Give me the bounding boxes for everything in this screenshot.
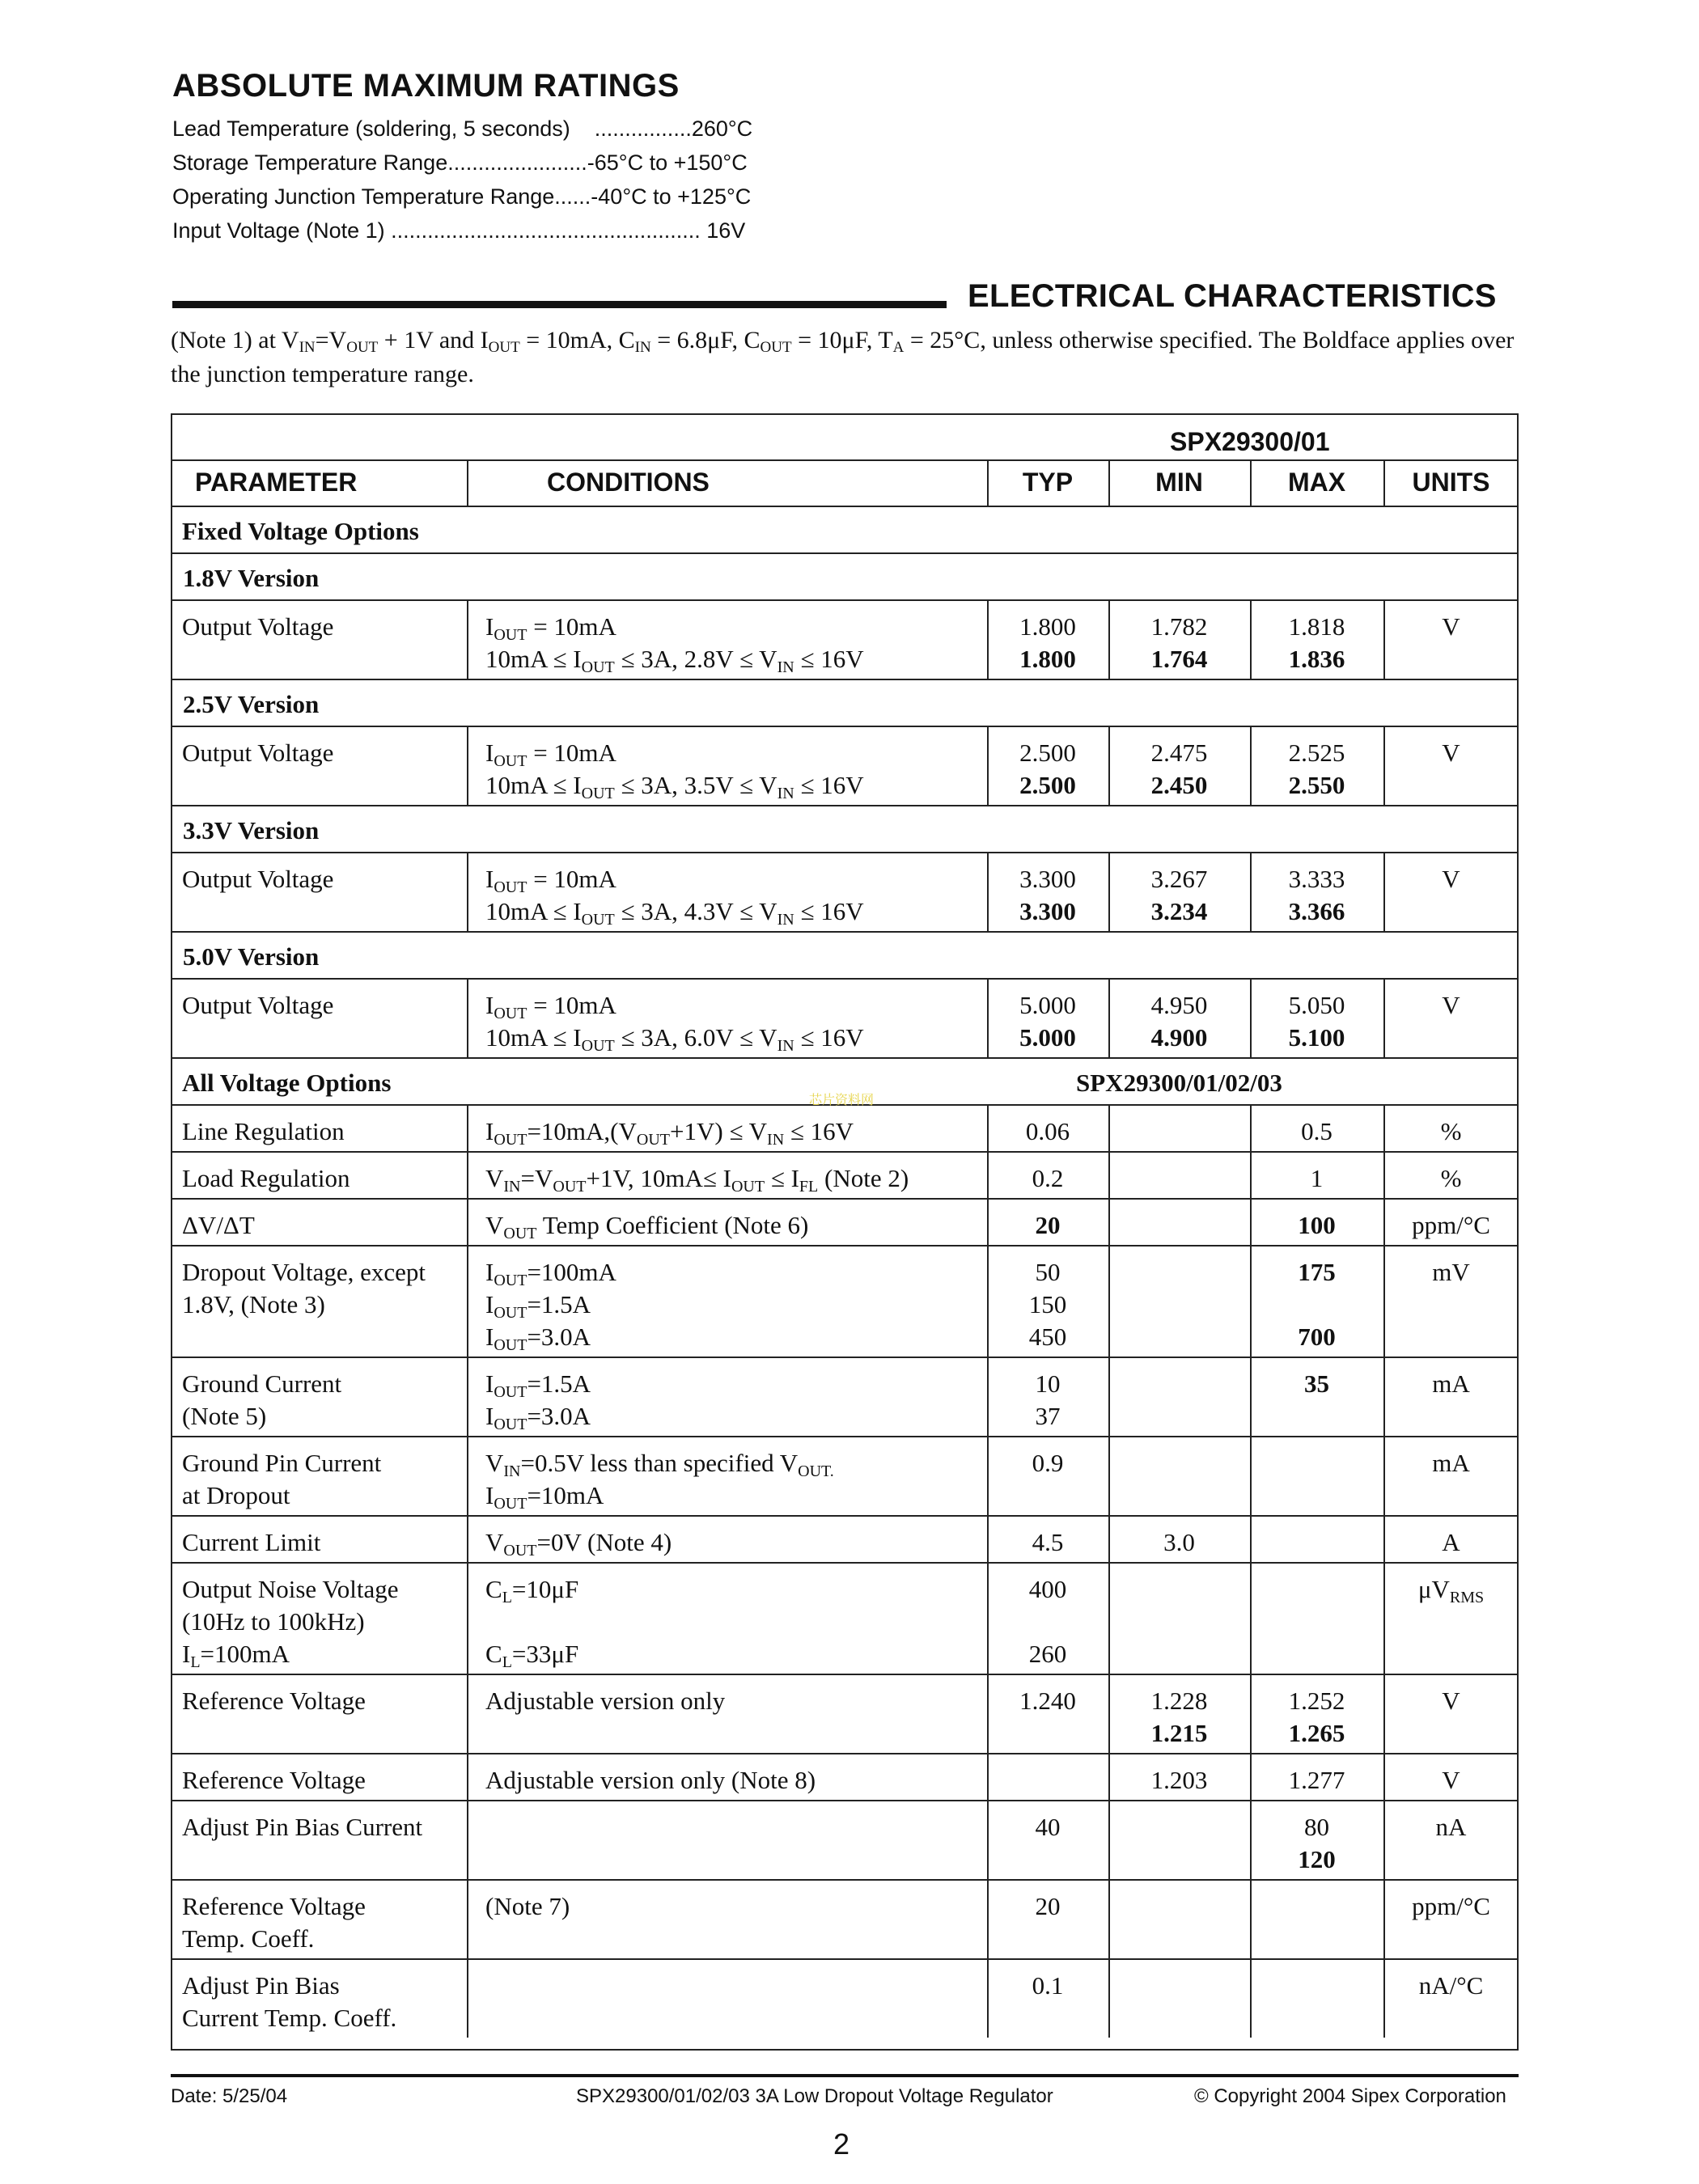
unit-value: mA [1432, 1449, 1470, 1477]
table-rule-h [171, 1057, 1519, 1059]
max-value: 700 [1298, 1323, 1336, 1351]
min-value: 2.475 [1150, 739, 1208, 767]
condition-cell: $10mA \le I_{OUT} \le 3A$, $2.8V \le V_{IN} \le 16V$ [485, 645, 864, 676]
table-rule-v [467, 1357, 468, 1436]
typ-value: 10 [1035, 1369, 1061, 1398]
table-rule-v [1250, 1562, 1252, 1674]
table-rule-v [1108, 1800, 1110, 1879]
typ-value: 260 [1028, 1640, 1067, 1668]
typ-value: 50 [1035, 1258, 1061, 1286]
table-rule-h [171, 1357, 1519, 1358]
parameter-cell: Current Temp. Coeff. [182, 2004, 397, 2032]
max-value: 2.550 [1288, 771, 1345, 799]
version-label: 2.5V Version [183, 690, 320, 718]
condition-cell: $I_{OUT}=10mA$ [485, 1481, 604, 1513]
max-value: 1.818 [1288, 612, 1345, 641]
unit-value: V [1442, 1766, 1460, 1794]
abs-max-line: Input Voltage (Note 1) ................................................... 16V [172, 218, 746, 243]
condition-cell: $I_{OUT}=1.5A$ [485, 1369, 591, 1401]
parameter-cell: Load Regulation [182, 1164, 350, 1192]
typ-value: 3.300 [1019, 865, 1076, 893]
table-rule-v [467, 459, 468, 506]
table-rule-v [467, 852, 468, 931]
typ-value: 150 [1028, 1290, 1067, 1318]
unit-value: V [1442, 1687, 1460, 1715]
table-rule-v [467, 1151, 468, 1198]
condition-cell: $10mA \le I_{OUT} \le 3A$, $4.3V \le V_{IN} \le 16V$ [485, 897, 864, 929]
table-rule-v [467, 1958, 468, 2038]
table-rule-v [467, 1800, 468, 1879]
parameter-cell: Reference Voltage [182, 1766, 366, 1794]
table-rule-v [1108, 1562, 1110, 1674]
table-rule-h [171, 1674, 1519, 1675]
max-value: 5.100 [1288, 1023, 1345, 1052]
column-header-typ: TYP [1022, 468, 1074, 497]
footer-rule [171, 2074, 1519, 2077]
typ-value: 20 [1035, 1211, 1061, 1239]
parameter-cell: (Note 5) [182, 1402, 267, 1430]
typ-value: 0.2 [1032, 1164, 1064, 1192]
parameter-cell: Output Voltage [182, 612, 334, 641]
parameter-cell: 1.8V, (Note 3) [182, 1290, 325, 1318]
min-value: 4.950 [1150, 991, 1208, 1019]
table-rule-h [171, 931, 1519, 933]
typ-value: 20 [1035, 1892, 1061, 1920]
max-value: 1.277 [1288, 1766, 1345, 1794]
table-rule-h [171, 1958, 1519, 1960]
table-rule-v [467, 1879, 468, 1958]
min-value: 4.900 [1150, 1023, 1208, 1052]
parameter-cell: Output Voltage [182, 991, 334, 1019]
typ-value: 0.1 [1032, 1971, 1064, 2000]
typ-value: 1.240 [1019, 1687, 1076, 1715]
parameter-cell: Current Limit [182, 1528, 321, 1556]
unit-value: % [1440, 1117, 1462, 1145]
parameter-cell: Adjust Pin Bias [182, 1971, 340, 2000]
unit-value: V [1442, 612, 1460, 641]
column-header-parameter: PARAMETER [195, 468, 358, 497]
parameter-cell: Ground Current [182, 1369, 342, 1398]
table-rule-v [467, 1562, 468, 1674]
table-rule-v [467, 1436, 468, 1515]
version-label: 3.3V Version [183, 816, 320, 844]
min-value: 1.782 [1150, 612, 1208, 641]
watermark: 芯片资料网 [809, 1092, 875, 1107]
version-label: 1.8V Version [183, 564, 320, 592]
table-rule-h [171, 1151, 1519, 1153]
condition-cell: $C_L=10\mu F$ [485, 1575, 579, 1606]
condition-cell: $I_{OUT}=3.0A$ [485, 1323, 591, 1354]
table-rule-v [1108, 1151, 1110, 1198]
footer-date: Date: 5/25/04 [171, 2085, 288, 2107]
min-value: 1.215 [1150, 1719, 1208, 1747]
condition-cell: $I_{OUT}=1.5A$ [485, 1290, 591, 1322]
condition-cell: $I_{OUT} = 10mA$ [485, 865, 616, 896]
condition-cell: $I_{OUT}=3.0A$ [485, 1402, 591, 1433]
table-rule-h [171, 1436, 1519, 1437]
table-rule-h [171, 1245, 1519, 1246]
section-all-voltage: All Voltage Options [182, 1069, 392, 1097]
unit-value: mV [1432, 1258, 1470, 1286]
condition-cell: $I_{OUT}=100mA$ [485, 1258, 616, 1289]
table-rule-v [1108, 1198, 1110, 1245]
parameter-cell: $I_L=100mA$ [182, 1640, 290, 1671]
unit-value: nA/°C [1418, 1971, 1484, 2000]
condition-cell: $I_{OUT} = 10mA$ [485, 739, 616, 770]
parameter-cell: (10Hz to 100kHz) [182, 1607, 365, 1636]
table-rule-h [171, 805, 1519, 806]
footer-copyright: © Copyright 2004 Sipex Corporation [1194, 2085, 1506, 2107]
parameter-cell: Reference Voltage [182, 1892, 366, 1920]
table-rule-v [467, 726, 468, 805]
condition-cell: $10mA \le I_{OUT} \le 3A$, $3.5V \le V_{IN} \le 16V$ [485, 771, 864, 802]
table-rule-h [171, 1198, 1519, 1200]
table-rule-h [171, 852, 1519, 853]
table-rule-v [1250, 1879, 1252, 1958]
parameter-cell: at Dropout [182, 1481, 290, 1509]
max-value: 3.333 [1288, 865, 1345, 893]
unit-value: $\mu V_{RMS}$ [1417, 1575, 1485, 1606]
min-value: 1.228 [1150, 1687, 1208, 1715]
max-value: 1.265 [1288, 1719, 1345, 1747]
table-rule-h [171, 506, 1519, 507]
abs-max-line: Storage Temperature Range.......................-65°C to +150°C [172, 150, 748, 175]
min-value: 2.450 [1150, 771, 1208, 799]
table-rule-h [171, 1753, 1519, 1754]
parameter-cell: Ground Pin Current [182, 1449, 382, 1477]
table-rule-h [171, 599, 1519, 601]
table-rule-v [1108, 1104, 1110, 1151]
footer-product: SPX29300/01/02/03 3A Low Dropout Voltage Regulator [576, 2085, 1053, 2107]
parameter-cell: Output Noise Voltage [182, 1575, 399, 1603]
condition-cell: $V_{OUT}=0V$ (Note 4) [485, 1528, 672, 1560]
table-rule-v [1250, 1436, 1252, 1515]
typ-value: 37 [1035, 1402, 1061, 1430]
typ-value: 0.06 [1025, 1117, 1070, 1145]
table-rule-v [467, 1104, 468, 1151]
table-rule-v [467, 1674, 468, 1753]
unit-value: mA [1432, 1369, 1470, 1398]
typ-value: 5.000 [1019, 991, 1076, 1019]
condition-cell: $V_{IN}=V_{OUT}+1V$, $10mA\le I_{OUT} \le I_{FL}$ (Note 2) [485, 1164, 909, 1196]
column-header-min: MIN [1155, 468, 1203, 497]
parameter-cell: Dropout Voltage, except [182, 1258, 426, 1286]
table-rule-h [171, 1879, 1519, 1881]
typ-value: 0.9 [1032, 1449, 1064, 1477]
table-rule-h [171, 978, 1519, 980]
all-voltage-device: SPX29300/01/02/03 [1076, 1069, 1282, 1097]
max-value: 1.836 [1288, 645, 1345, 673]
page-number: 2 [833, 2127, 850, 2161]
unit-value: A [1442, 1528, 1460, 1556]
parameter-cell: Output Voltage [182, 865, 334, 893]
min-value: 3.267 [1150, 865, 1208, 893]
unit-value: ppm/°C [1412, 1211, 1490, 1239]
table-rule-v [467, 1245, 468, 1357]
section-rule [172, 301, 947, 308]
max-value: 5.050 [1288, 991, 1345, 1019]
max-value: 1 [1310, 1164, 1324, 1192]
typ-value: 40 [1035, 1813, 1061, 1841]
typ-value: 400 [1028, 1575, 1067, 1603]
condition-cell: (Note 7) [485, 1892, 570, 1920]
condition-cell: Adjustable version only (Note 8) [485, 1766, 816, 1794]
parameter-cell: Reference Voltage [182, 1687, 366, 1715]
condition-cell: $I_{OUT}=10mA,(V_{OUT}+1V) \le V_{IN} \le 16V$ [485, 1117, 854, 1149]
min-value: 3.0 [1163, 1528, 1195, 1556]
unit-value: % [1440, 1164, 1462, 1192]
table-rule-h [171, 679, 1519, 680]
parameter-cell: Line Regulation [182, 1117, 345, 1145]
max-value: 3.366 [1288, 897, 1345, 925]
abs-max-line: Lead Temperature (soldering, 5 seconds) ................260°C [172, 116, 753, 141]
table-rule-v [1250, 1958, 1252, 2038]
table-rule-v [467, 1198, 468, 1245]
unit-value: V [1442, 739, 1460, 767]
abs-max-title: ABSOLUTE MAXIMUM RATINGS [172, 68, 680, 104]
parameter-cell: ΔV/ΔT [182, 1211, 255, 1239]
max-value: 120 [1298, 1845, 1336, 1873]
table-rule-v [467, 599, 468, 679]
condition-cell: Adjustable version only [485, 1687, 726, 1715]
typ-value: 2.500 [1019, 739, 1076, 767]
table-rule-v [467, 978, 468, 1057]
parameter-cell: Output Voltage [182, 739, 334, 767]
typ-value: 450 [1028, 1323, 1067, 1351]
table-rule-h [171, 552, 1519, 554]
unit-value: ppm/°C [1412, 1892, 1490, 1920]
max-value: 35 [1304, 1369, 1329, 1398]
typ-value: 4.5 [1032, 1528, 1064, 1556]
condition-cell: $V_{IN}=0.5V$ less than specified $V_{OUT.}$ [485, 1449, 834, 1480]
typ-value: 1.800 [1019, 645, 1076, 673]
column-header-units: UNITS [1412, 468, 1490, 497]
unit-value: nA [1435, 1813, 1467, 1841]
table-rule-v [1108, 1958, 1110, 2038]
table-rule-v [467, 1515, 468, 1562]
table-rule-v [1108, 1436, 1110, 1515]
table-rule-h [171, 459, 1519, 461]
min-value: 1.764 [1150, 645, 1208, 673]
column-header-max: MAX [1287, 468, 1346, 497]
unit-value: V [1442, 991, 1460, 1019]
device-header: SPX29300/01 [1170, 427, 1330, 456]
column-header-conditions: CONDITIONS [547, 468, 710, 497]
typ-value: 1.800 [1019, 612, 1076, 641]
typ-value: 2.500 [1019, 771, 1076, 799]
max-value: 2.525 [1288, 739, 1345, 767]
table-rule-v [1250, 1515, 1252, 1562]
condition-cell: $I_{OUT} = 10mA$ [485, 991, 616, 1022]
condition-cell: $C_L=33\mu F$ [485, 1640, 579, 1671]
parameter-cell: Temp. Coeff. [182, 1924, 315, 1953]
condition-cell: $10mA \le I_{OUT} \le 3A$, $6.0V \le V_{IN} \le 16V$ [485, 1023, 864, 1055]
max-value: 80 [1304, 1813, 1329, 1841]
table-rule-h [171, 1515, 1519, 1517]
table-rule-h [171, 726, 1519, 727]
max-value: 0.5 [1301, 1117, 1333, 1145]
table-rule-h [171, 1800, 1519, 1801]
table-rule-v [467, 1753, 468, 1800]
table-rule-v [1108, 1245, 1110, 1357]
typ-value: 3.300 [1019, 897, 1076, 925]
typ-value: 5.000 [1019, 1023, 1076, 1052]
ec-title: ELECTRICAL CHARACTERISTICS [968, 278, 1497, 314]
max-value: 100 [1298, 1211, 1336, 1239]
unit-value: V [1442, 865, 1460, 893]
min-value: 1.203 [1150, 1766, 1208, 1794]
max-value: 175 [1298, 1258, 1336, 1286]
table-rule-v [1108, 1879, 1110, 1958]
max-value: 1.252 [1288, 1687, 1345, 1715]
parameter-cell: Adjust Pin Bias Current [182, 1813, 423, 1841]
table-rule-v [1108, 1357, 1110, 1436]
table-rule-v [987, 1753, 989, 1800]
ec-intro: (Note 1) at $V_{IN}=V_{OUT} + 1V$ and $I_{OUT} = 10mA$, $C_{IN} = 6.8\mu F$, $C_{OUT} = 10\mu F$, $T_A = 25^\circ C$, unless otherwise specified. The Boldface applies over the junction temperature range. [171, 327, 1515, 387]
condition-cell: $I_{OUT} = 10mA$ [485, 612, 616, 644]
min-value: 3.234 [1150, 897, 1208, 925]
section-fixed-voltage: Fixed Voltage Options [182, 517, 419, 545]
version-label: 5.0V Version [183, 942, 320, 971]
abs-max-line: Operating Junction Temperature Range......-40°C to +125°C [172, 184, 752, 209]
condition-cell: $V_{OUT}$ Temp Coefficient (Note 6) [485, 1211, 809, 1242]
table-rule-h [171, 1562, 1519, 1564]
